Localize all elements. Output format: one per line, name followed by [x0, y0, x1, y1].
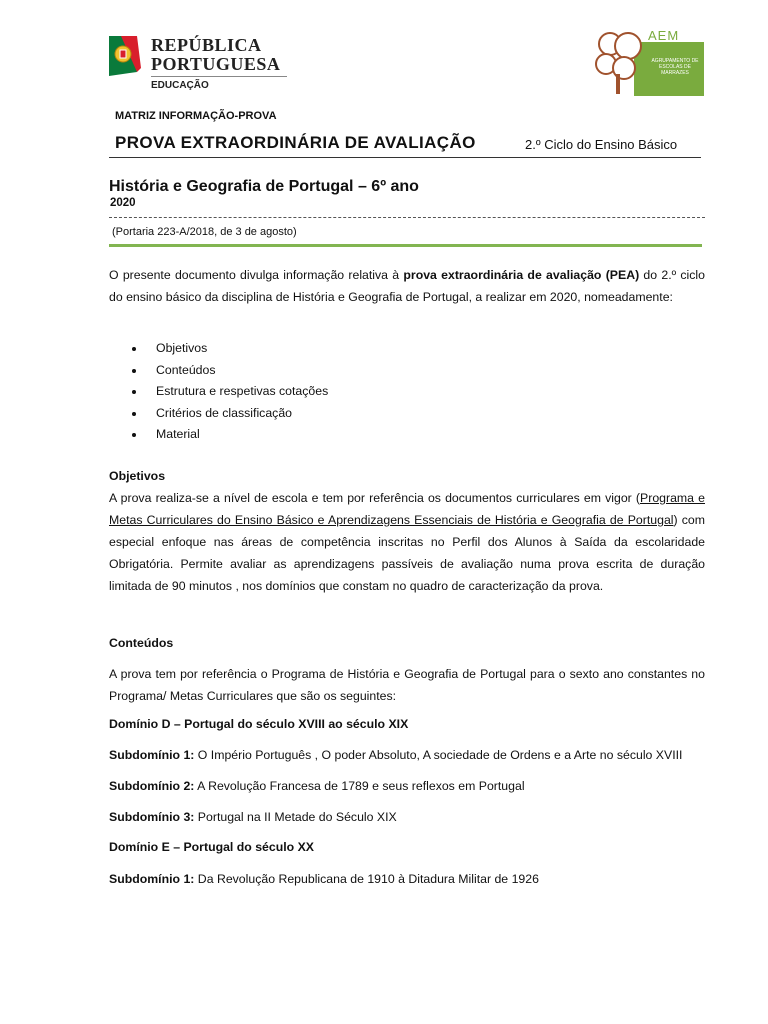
subdominio-text: A Revolução Francesa de 1789 e seus reflexos em Portugal: [194, 779, 525, 793]
dominio-e-heading: Domínio E – Portugal do século XX: [109, 840, 314, 854]
aem-caption: AGRUPAMENTO DE ESCOLAS DE MARRAZES: [651, 58, 699, 76]
subdominio-label: Subdomínio 2:: [109, 779, 195, 793]
subdominio-d1: [109, 748, 682, 762]
logo-text-republica: REPÚBLICA: [151, 35, 262, 55]
subdominio-e1: [109, 872, 539, 886]
title-divider: [109, 157, 701, 158]
section-heading-objetivos: Objetivos: [109, 469, 166, 483]
logo-divider: [151, 76, 287, 77]
subdominio-text: Portugal na II Metade do Século XIX: [194, 810, 397, 824]
aem-logo: [592, 28, 704, 98]
objetivos-text-before: A prova realiza-se a nível de escola e tem por referência os documentos curriculares em vigor (: [109, 491, 641, 505]
subdominio-text: Da Revolução Republicana de 1910 à Ditadura Militar de 1926: [194, 872, 539, 886]
section-heading-conteudos: Conteúdos: [109, 636, 174, 650]
intro-paragraph: [109, 264, 705, 308]
portaria-reference: (Portaria 223-A/2018, de 3 de agosto): [112, 226, 297, 238]
list-item: Objetivos: [128, 338, 328, 360]
green-divider: [109, 244, 702, 247]
doc-subject: História e Geografia de Portugal – 6º ano: [109, 178, 419, 195]
subdominio-label: Subdomínio 1:: [109, 872, 195, 886]
list-item: Estrutura e respetivas cotações: [128, 381, 328, 403]
doc-cycle: 2.º Ciclo do Ensino Básico: [525, 137, 678, 152]
intro-text-bold: prova extraordinária de avaliação (PEA): [403, 268, 640, 282]
list-item: Material: [128, 424, 328, 446]
topics-list: [128, 338, 328, 446]
aem-brand-text: AEM: [648, 28, 680, 43]
subdominio-label: Subdomínio 3:: [109, 810, 195, 824]
tree-icon: [592, 28, 652, 98]
objetivos-text-after: ) com especial enfoque nas áreas de competência inscritas no Perfil dos Alunos à Saída da escolaridade Obrigatória. Permite avaliar as aprendizagens passíveis de avaliação numa prova escrita de duração limitada de 90 minutos , nos domínios que constam no quadro de caracterização da prova.: [109, 513, 705, 593]
intro-text-after: do 2.º ciclo do ensino básico da disciplina de História e Geografia de Portugal, a realizar em 2020, nomeadamente:: [109, 268, 705, 304]
dominio-d-heading: Domínio D – Portugal do século XVIII ao século XIX: [109, 717, 409, 731]
subdominio-text: O Império Português , O poder Absoluto, A sociedade de Ordens e a Arte no século XVIII: [194, 748, 683, 762]
logo-text-portuguesa: PORTUGUESA: [151, 54, 281, 74]
objetivos-paragraph: [109, 487, 705, 597]
intro-text-before: O presente documento divulga informação relativa à: [109, 268, 404, 282]
subdominio-d2: [109, 779, 525, 793]
doc-kicker: MATRIZ INFORMAÇÃO-PROVA: [115, 110, 277, 122]
republica-portuguesa-logo: [107, 32, 287, 96]
programa-metas-link[interactable]: Programa e Metas Curriculares do Ensino Básico e Aprendizagens Essenciais de História e Geografia de Portugal: [109, 491, 705, 527]
subdominio-label: Subdomínio 1:: [109, 748, 195, 762]
dashed-divider: [109, 217, 705, 218]
subdominio-d3: [109, 810, 397, 824]
doc-year: 2020: [110, 197, 136, 209]
list-item: Conteúdos: [128, 360, 328, 382]
conteudos-paragraph: A prova tem por referência o Programa de História e Geografia de Portugal para o sexto ano constantes no Programa/ Metas Curriculares que são os seguintes:: [109, 667, 705, 703]
doc-title: PROVA EXTRAORDINÁRIA DE AVALIAÇÃO: [115, 133, 476, 152]
logo-text-educacao: EDUCAÇÃO: [151, 80, 209, 91]
portugal-flag-icon: [107, 32, 143, 80]
list-item: Critérios de classificação: [128, 403, 328, 425]
